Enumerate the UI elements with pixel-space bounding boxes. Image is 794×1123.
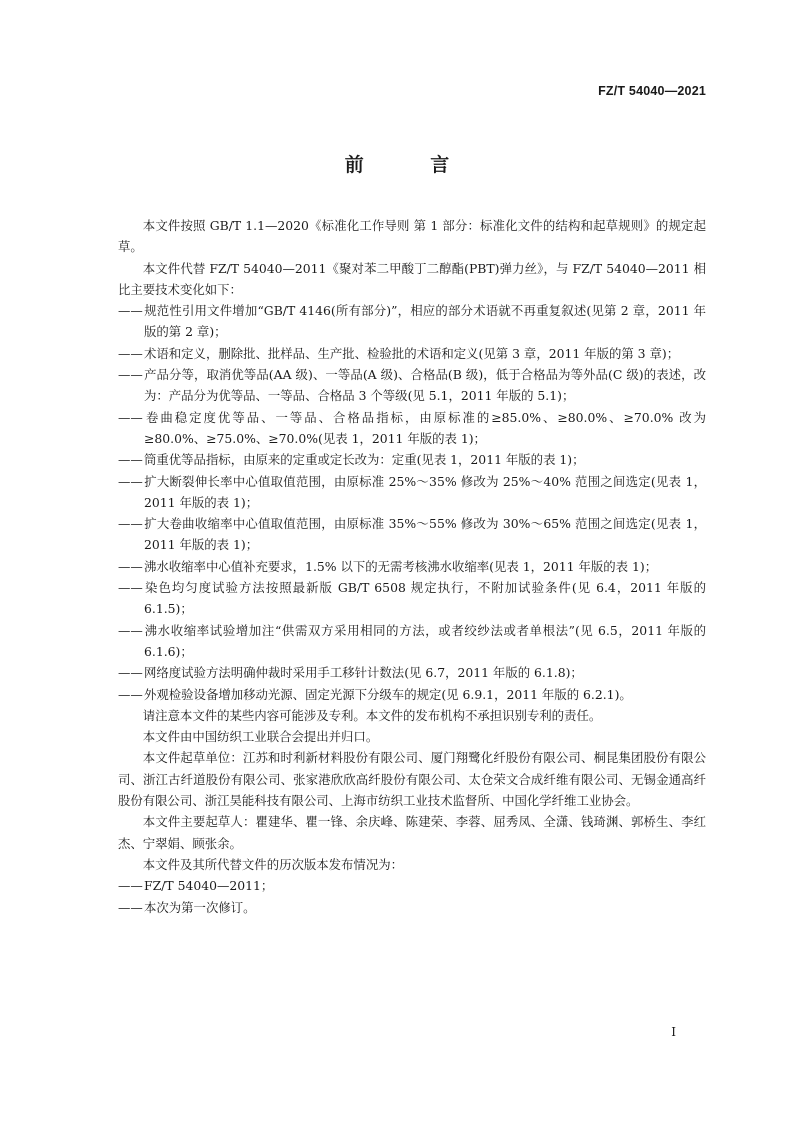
change-text: 扩大卷曲收缩率中心值取值范围，由原标准 35%～55% 修改为 30%～65% 范围之间选定(见表 1，2011 年版的表 1)； [144, 516, 706, 553]
paragraph: 本文件按照 GB/T 1.1—2020《标准化工作导则 第 1 部分：标准化文件的结构和起草规则》的规定起草。 [118, 218, 706, 255]
history-item [118, 875, 706, 896]
change-item [118, 407, 706, 450]
dash-marker: —— [118, 622, 143, 638]
history-text: FZ/T 54040—2011； [144, 878, 274, 894]
change-item [118, 364, 706, 407]
change-text: 染色均匀度试验方法按照最新版 GB/T 6508 规定执行，不附加试验条件(见 6.4，2011 年版的 6.1.5)； [144, 580, 706, 617]
change-text: 沸水收缩率中心值补充要求，1.5% 以下的无需考核沸水收缩率(见表 1，2011 年版的表 1)； [144, 558, 658, 574]
history-text: 本次为第一次修订。 [144, 899, 256, 915]
paragraph: 本文件主要起草人：瞿建华、瞿一锋、余庆峰、陈建荣、李蓉、屈秀凤、全潇、钱琦渊、郭桥生、李红杰、宁翠娟、顾张余。 [118, 814, 706, 851]
dash-marker: —— [118, 665, 143, 681]
change-text: 外观检验设备增加移动光源、固定光源下分级车的规定(见 6.9.1，2011 年版的 6.2.1)。 [144, 686, 632, 702]
dash-marker: —— [118, 516, 143, 532]
dash-marker: —— [118, 558, 143, 574]
paragraph: 请注意本文件的某些内容可能涉及专利。本文件的发布机构不承担识别专利的责任。 [142, 707, 602, 723]
paragraph: 本文件代替 FZ/T 54040—2011《聚对苯二甲酸丁二醇酯(PBT)弹力丝》，与 FZ/T 54040—2011 相比主要技术变化如下： [118, 260, 706, 297]
dash-marker: —— [118, 473, 143, 489]
page-number: I [671, 1025, 676, 1039]
change-text: 规范性引用文件增加“GB/T 4146(所有部分)”，相应的部分术语就不再重复叙述(见第 2 章，2011 年版的第 2 章)； [144, 303, 706, 340]
change-item [118, 300, 706, 343]
change-text: 扩大断裂伸长率中心值取值范围，由原标准 25%～35% 修改为 25%～40% 范围之间选定(见表 1，2011 年版的表 1)； [144, 473, 706, 510]
dash-marker: —— [118, 878, 143, 894]
dash-marker: —— [118, 367, 143, 383]
change-item [118, 471, 706, 514]
dash-marker: —— [118, 345, 143, 361]
history-item [118, 897, 706, 918]
change-text: 网络度试验方法明确仲裁时采用手工移针计数法(见 6.7，2011 年版的 6.1.8)； [144, 665, 583, 681]
change-item [118, 577, 706, 620]
dash-marker: —— [118, 899, 143, 915]
change-item [118, 343, 706, 364]
change-item [118, 684, 706, 705]
page-title: 前 言 [344, 154, 480, 176]
dash-marker: —— [118, 686, 143, 702]
change-item [118, 449, 706, 470]
change-item [118, 620, 706, 663]
standard-code: FZ/T 54040—2021 [598, 84, 706, 98]
change-text: 术语和定义，删除批、批样品、生产批、检验批的术语和定义(见第 3 章，2011 年版的第 3 章)； [144, 345, 680, 361]
change-item [118, 662, 706, 683]
dash-marker: —— [118, 409, 143, 425]
change-text: 卷曲稳定度优等品、一等品、合格品指标，由原标准的≥85.0%、≥80.0%、≥70.0% 改为≥80.0%、≥75.0%、≥70.0%(见表 1，2011 年版的表 1)； [144, 409, 706, 446]
dash-marker: —— [118, 452, 143, 468]
paragraph: 本文件及其所代替文件的历次版本发布情况为： [142, 856, 403, 872]
paragraph: 本文件起草单位：江苏和时利新材料股份有限公司、厦门翔鹭化纤股份有限公司、桐昆集团股份有限公司、浙江古纤道股份有限公司、张家港欣欣高纤股份有限公司、太仓荣文合成纤维有限公司、无锡金通高纤股份有限公司、浙江昊能科技有限公司、上海市纺织工业技术监督所、中国化学纤维工业协会。 [118, 750, 706, 809]
foreword-body [118, 215, 706, 918]
change-text: 筒重优等品指标，由原来的定重或定长改为：定重(见表 1，2011 年版的表 1)； [144, 452, 585, 468]
change-text: 产品分等，取消优等品(AA 级)、一等品(A 级)、合格品(B 级)，低于合格品为等外品(C 级)的表述，改为：产品分为优等品、一等品、合格品 3 个等级(见 5.1，2011 年版的 5.1)； [144, 367, 706, 404]
paragraph: 本文件由中国纺织工业联合会提出并归口。 [142, 729, 379, 745]
change-text: 沸水收缩率试验增加注“供需双方采用相同的方法，或者绞纱法或者单根法”(见 6.5，2011 年版的 6.1.6)； [144, 622, 706, 659]
change-item [118, 513, 706, 556]
change-item [118, 556, 706, 577]
dash-marker: —— [118, 580, 143, 596]
dash-marker: —— [118, 303, 143, 319]
